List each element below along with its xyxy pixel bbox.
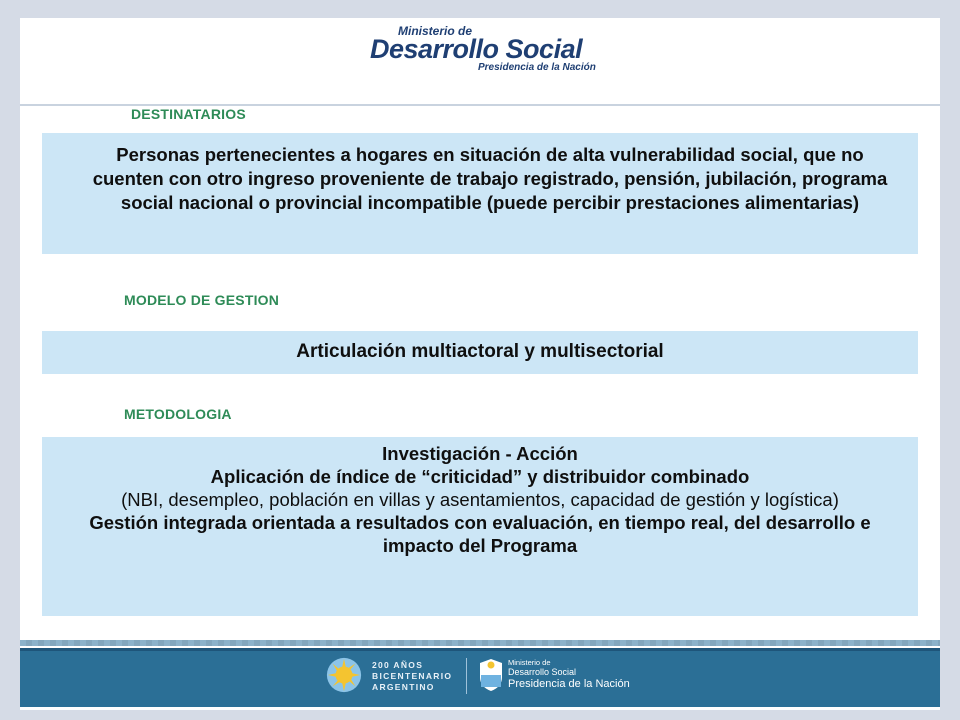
- footer-ministerio-line2: Desarrollo Social: [508, 667, 577, 677]
- metodologia-line4: Gestión integrada orientada a resultados con evaluación, en tiempo real, del desarrollo e impacto del Programa: [89, 512, 871, 556]
- metodologia-line1: Investigación - Acción: [382, 443, 578, 464]
- bicentenario-line3: ARGENTINO: [372, 682, 435, 692]
- destinatarios-box: Personas pertenecientes a hogares en situación de alta vulnerabilidad social, que no cuenten con otro ingreso proveniente de trabajo registrado, pensión, jubilación, programa social nacional o provincial incompatible (puede percibir prestaciones alimentarias): [42, 133, 918, 254]
- footer-ministerio-line3: Presidencia de la Nación: [508, 678, 630, 690]
- metodologia-line3: (NBI, desempleo, población en villas y asentamientos, capacidad de gestión y logística): [121, 489, 839, 510]
- logo-line2: Desarrollo Social: [370, 34, 583, 64]
- footer-ministerio-line1: Ministerio de: [508, 658, 551, 667]
- modelo-label: MODELO DE GESTION: [124, 292, 280, 308]
- footer-stripes: [20, 640, 940, 646]
- national-shield-icon: [478, 657, 504, 693]
- bicentenario-line2: BICENTENARIO: [372, 671, 453, 681]
- metodologia-line2: Aplicación de índice de “criticidad” y distribuidor combinado: [210, 466, 750, 487]
- footer-divider: [466, 658, 467, 694]
- footer-ministerio-text: [508, 658, 630, 691]
- metodologia-label: METODOLOGIA: [124, 406, 232, 422]
- logo-line3: Presidencia de la Nación: [478, 62, 596, 73]
- modelo-box: Articulación multiactoral y multisectorial: [42, 331, 918, 374]
- bicentenario-line1: 200 AÑOS: [372, 660, 424, 670]
- bicentenario-sun-icon: [325, 656, 363, 694]
- metodologia-box: [42, 437, 918, 616]
- destinatarios-label: DESTINATARIOS: [131, 106, 246, 122]
- ministerio-logo: [370, 22, 600, 72]
- logo-line1: Ministerio de: [398, 24, 473, 38]
- bicentenario-text: [372, 660, 452, 693]
